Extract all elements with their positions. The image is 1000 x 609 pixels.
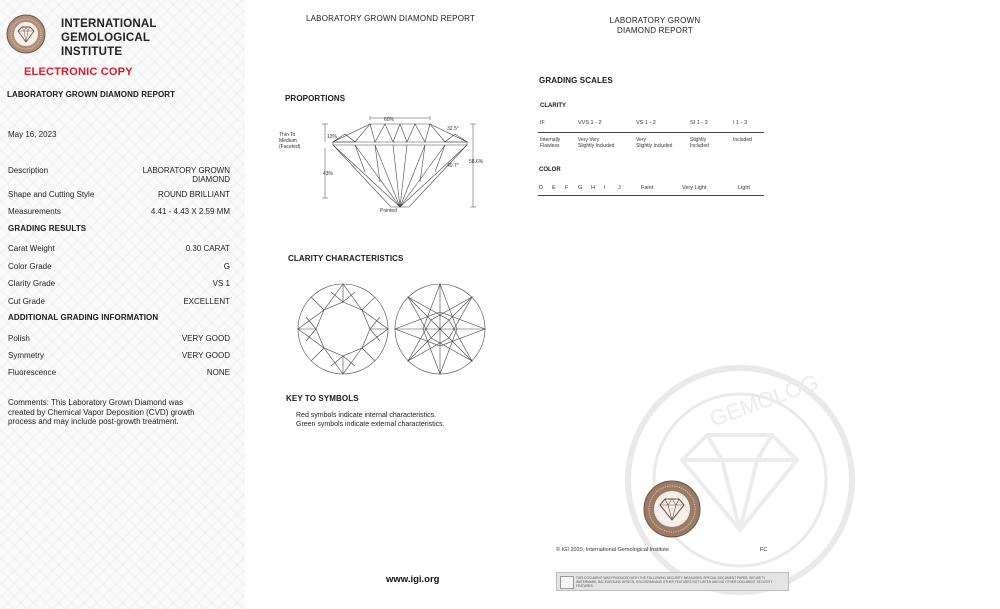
- clarity-scale-heading: CLARITY: [540, 103, 566, 109]
- color-label: Color Grade: [8, 262, 52, 271]
- clarity-desc-vs: [636, 137, 672, 149]
- color-scale-line: [538, 195, 764, 196]
- color-letter-d: D: [539, 185, 543, 191]
- description-value-line1: LABORATORY GROWN: [142, 166, 230, 175]
- symmetry-label: Symmetry: [8, 351, 44, 360]
- color-desc-faint: Faint: [641, 185, 654, 191]
- right-title-line2: DIAMOND REPORT: [617, 26, 693, 35]
- proportions-diagram: [325, 112, 485, 222]
- org-name-line2: GEMOLOGICAL: [61, 32, 151, 44]
- clarity-desc-vvs: [578, 137, 614, 149]
- fluorescence-label: Fluorescence: [8, 368, 57, 377]
- girdle-thickness: [279, 132, 300, 150]
- grading-scales-heading: GRADING SCALES: [539, 76, 613, 85]
- measurements-label: Measurements: [8, 207, 61, 216]
- culet-size: Pointed: [380, 208, 397, 214]
- pavilion-angle: 40.7°: [447, 163, 459, 169]
- polish-value: VERY GOOD: [181, 334, 230, 343]
- clarity-desc-vs-2: Slightly Included: [636, 143, 673, 149]
- key-green-symbols: Green symbols indicate external characteristics.: [296, 421, 445, 428]
- comments-line2: created by Chemical Vapor Deposition (CVD) growth: [8, 407, 195, 417]
- security-document-icon: [560, 576, 574, 589]
- girdle-line3: (Faceted): [279, 144, 301, 150]
- clarity-desc-vvs-1: Very Very: [578, 137, 600, 143]
- clarity-desc-si-1: Slightly: [690, 137, 707, 143]
- color-scale-heading: COLOR: [539, 167, 561, 173]
- right-title-line1: LABORATORY GROWN: [609, 16, 701, 25]
- grading-results-heading: GRADING RESULTS: [8, 224, 87, 233]
- clarity-grade-i: I 1 - 3: [733, 120, 748, 126]
- watermark-text: GEMOLOG: [706, 369, 822, 432]
- pavilion-plot-diagram: [393, 282, 487, 376]
- total-depth: 58.6%: [469, 159, 484, 165]
- right-report-title: [600, 16, 710, 36]
- clarity-value: VS 1: [212, 279, 230, 288]
- website-link[interactable]: www.igi.org: [386, 574, 440, 585]
- shape-value: ROUND BRILLIANT: [157, 190, 230, 199]
- color-letter-i: I: [604, 185, 606, 191]
- igi-seal-logo: [6, 14, 46, 54]
- institute-watermark: [612, 360, 822, 590]
- comments: [8, 398, 195, 427]
- clarity-desc-if-2: Flawless: [540, 143, 560, 149]
- comments-line3: process and may include post-growth treatment.: [8, 417, 179, 426]
- cut-label: Cut Grade: [8, 297, 45, 306]
- color-letter-h: H: [591, 185, 595, 191]
- clarity-desc-si: [690, 137, 709, 149]
- electronic-copy-label: ELECTRONIC COPY: [24, 66, 133, 78]
- pavilion-percentage: 43%: [323, 171, 334, 177]
- key-to-symbols-heading: KEY TO SYMBOLS: [286, 394, 359, 403]
- clarity-characteristics-heading: CLARITY CHARACTERISTICS: [288, 254, 404, 263]
- polish-label: Polish: [8, 334, 30, 343]
- shape-label: Shape and Cutting Style: [8, 190, 95, 199]
- crown-angle: 32.5°: [447, 126, 459, 132]
- security-features-text: THIS DOCUMENT WAS PRODUCED WITH THE FOLLOWING SECURITY MEASURES: SPECIAL DOCUMENT PAPER, SECURITY WATERMARK, BACKGROUND DESIGN, HOLOGRAM AND OTHER FEATURES NOT LISTED AND NO OTHER DOCUMENT SECURITY FEATURES: [576, 576, 773, 588]
- clarity-desc-i: [733, 137, 752, 143]
- igi-bronze-seal-icon: [643, 480, 701, 538]
- color-letter-e: E: [552, 185, 556, 191]
- report-date: May 16, 2023: [8, 130, 57, 139]
- security-features-strip: [556, 572, 789, 591]
- girdle-line2: Medium: [279, 138, 297, 144]
- center-report-title: LABORATORY GROWN DIAMOND REPORT: [306, 14, 476, 23]
- description-value-line2: DIAMOND: [192, 175, 230, 184]
- clarity-desc-vvs-2: Slightly Included: [578, 143, 615, 149]
- clarity-grade-if: IF: [540, 120, 545, 126]
- clarity-scale-line: [538, 132, 764, 133]
- color-desc-light: Light: [738, 185, 750, 191]
- report-title: LABORATORY GROWN DIAMOND REPORT: [7, 90, 176, 99]
- crown-percentage: 13%: [327, 134, 338, 140]
- comments-line1: Comments: This Laboratory Grown Diamond was: [8, 398, 184, 407]
- carat-value: 0.30 CARAT: [185, 244, 230, 253]
- copyright-text: © IGI 2020, International Gemological Institute: [556, 547, 669, 553]
- clarity-desc-if-1: Internally: [540, 137, 561, 143]
- carat-label: Carat Weight: [8, 244, 55, 253]
- girdle-line1: Thin To: [279, 132, 296, 138]
- clarity-grade-si: SI 1 - 3: [690, 120, 708, 126]
- proportions-heading: PROPORTIONS: [285, 94, 346, 103]
- description-label: Description: [8, 166, 49, 175]
- color-desc-very-light: Very Light: [682, 185, 707, 191]
- color-letter-g: G: [578, 185, 583, 191]
- clarity-desc-vs-1: Very: [636, 137, 647, 143]
- clarity-grade-vs: VS 1 - 2: [636, 120, 656, 126]
- clarity-label: Clarity Grade: [8, 279, 56, 288]
- org-name-line3: INSTITUTE: [61, 46, 123, 58]
- fluorescence-value: NONE: [206, 368, 230, 377]
- cut-value: EXCELLENT: [183, 297, 230, 306]
- clarity-desc-si-2: Included: [690, 143, 709, 149]
- table-percentage: 60%: [384, 117, 395, 123]
- color-letter-j: J: [618, 185, 621, 191]
- org-name-line1: INTERNATIONAL: [61, 18, 157, 30]
- description-value: [110, 166, 230, 184]
- crown-plot-diagram: [296, 282, 390, 376]
- document-code: FC: [760, 547, 768, 553]
- clarity-desc-i-1: Included: [733, 137, 752, 143]
- measurements-value: 4.41 - 4.43 X 2.59 MM: [150, 207, 230, 216]
- clarity-grade-vvs: VVS 1 - 2: [578, 120, 602, 126]
- key-to-symbols-text: [296, 411, 445, 429]
- color-value: G: [223, 262, 230, 271]
- additional-grading-heading: ADDITIONAL GRADING INFORMATION: [8, 313, 159, 322]
- symmetry-value: VERY GOOD: [181, 351, 230, 360]
- key-red-symbols: Red symbols indicate internal characteristics.: [296, 412, 437, 419]
- color-letter-f: F: [565, 185, 569, 191]
- clarity-desc-if: [540, 137, 560, 149]
